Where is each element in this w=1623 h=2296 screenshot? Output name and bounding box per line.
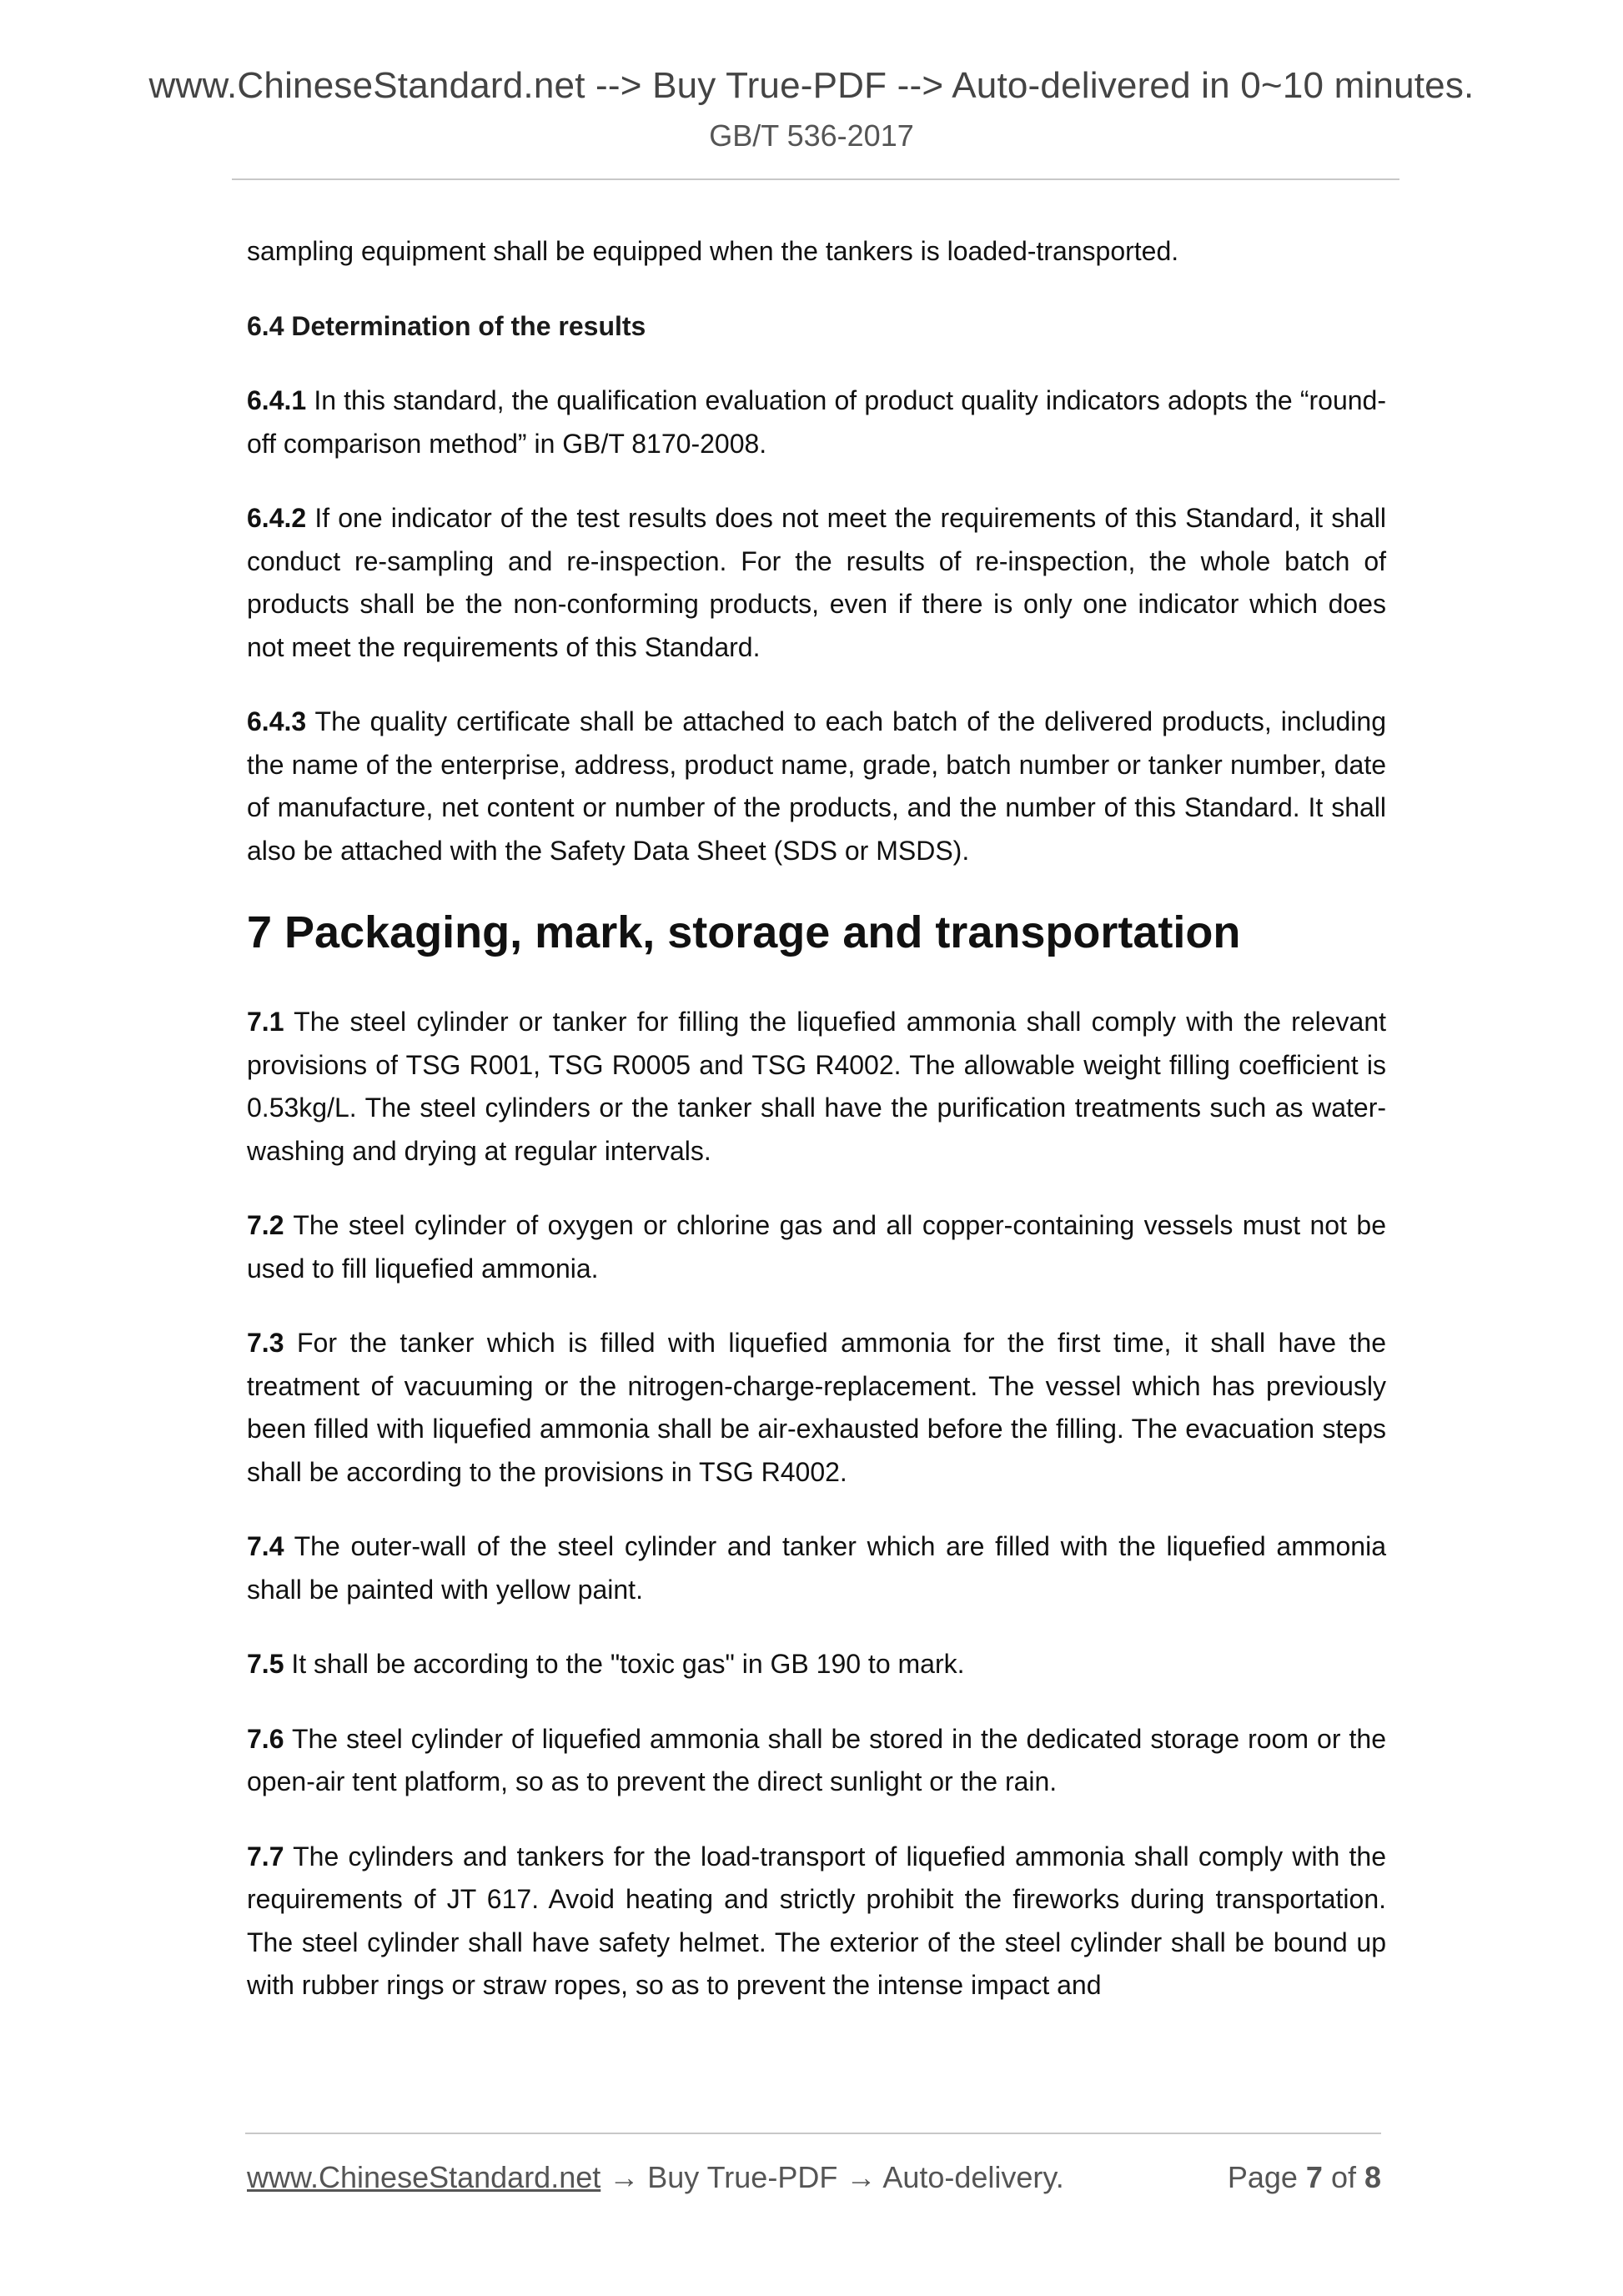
clause-number: 7.3 (247, 1328, 284, 1358)
footer-left (247, 2160, 1064, 2195)
standard-code: GB/T 536-2017 (709, 118, 914, 153)
paragraph-7-6 (247, 1718, 1386, 1804)
page-footer (247, 2160, 1381, 2202)
paragraph-7-4 (247, 1525, 1386, 1611)
clause-number: 7.1 (247, 1007, 284, 1037)
clause-number: 6.4.1 (247, 385, 307, 415)
clause-number: 7.7 (247, 1841, 284, 1871)
page-total: 8 (1364, 2160, 1381, 2194)
clause-text: The steel cylinder of oxygen or chlorine gas and all copper-containing vessels must not be used to fill liquefied ammonia. (247, 1210, 1386, 1284)
paragraph-7-7 (247, 1836, 1386, 2007)
clause-number: 7.4 (247, 1531, 284, 1561)
footer-tagline: → Buy True-PDF → Auto-delivery. (600, 2160, 1064, 2194)
page-current: 7 (1305, 2160, 1323, 2194)
paragraph-7-3 (247, 1322, 1386, 1494)
paragraph-7-1 (247, 1001, 1386, 1173)
clause-text: For the tanker which is filled with liquefied ammonia for the first time, it shall have the treatment of vacuuming or the nitrogen-charge-replacement. The vessel which has previously been filled with liquefied ammonia shall be air-exhausted before the filling. The evacuation steps shall be according to the provisions in TSG R4002. (247, 1328, 1386, 1487)
paragraph-7-5 (247, 1643, 1386, 1686)
page-indicator (1228, 2160, 1381, 2195)
clause-number: 6.4.2 (247, 503, 307, 533)
clause-text: It shall be according to the "toxic gas" in GB 190 to mark. (284, 1649, 965, 1679)
clause-text: The outer-wall of the steel cylinder and tanker which are filled with the liquefied ammonia shall be painted with yellow paint. (247, 1531, 1386, 1605)
clause-text: In this standard, the qualification evaluation of product quality indicators adopts the “round-off comparison method” in GB/T 8170-2008. (247, 385, 1386, 459)
paragraph-6-4-1 (247, 379, 1386, 465)
website-link[interactable]: www.ChineseStandard.net (247, 2160, 601, 2194)
paragraph-7-2 (247, 1204, 1386, 1290)
page-word: Page (1227, 2160, 1306, 2194)
clause-text: The quality certificate shall be attached to each batch of the delivered products, including the name of the enterprise, address, product name, grade, batch number or tanker number, date of manufacture, net content or number of the products, and the number of this Standard. It shall also be attached with the Safety Data Sheet (SDS or MSDS). (247, 706, 1386, 866)
document-body (247, 230, 1386, 2039)
clause-text: The steel cylinder of liquefied ammonia shall be stored in the dedicated storage room or the open-air tent platform, so as to prevent the direct sunlight or the rain. (247, 1723, 1386, 1796)
paragraph-6-4-2 (247, 497, 1386, 669)
clause-number: 7.5 (247, 1649, 284, 1679)
paragraph-6-4-3 (247, 701, 1386, 872)
subheading-6-4: 6.4 Determination of the results (247, 310, 646, 341)
clause-text: The cylinders and tankers for the load-transport of liquefied ammonia shall comply with the requirements of JT 617. Avoid heating and strictly prohibit the fireworks during transportation. The steel cylinder shall have safety helmet. The exterior of the steel cylinder shall be bound up with rubber rings or straw ropes, so as to prevent the intense impact and (247, 1841, 1386, 2000)
page-header-banner: www.ChineseStandard.net --> Buy True-PDF --> Auto-delivered in 0~10 minutes. (148, 65, 1475, 106)
clause-text: The steel cylinder or tanker for filling the liquefied ammonia shall comply with the relevant provisions of TSG R001, TSG R0005 and TSG R4002. The allowable weight filling coefficient is 0.53kg/L. The steel cylinders or the tanker shall have the purification treatments such as water-washing and drying at regular intervals. (247, 1007, 1386, 1166)
clause-number: 7.2 (247, 1210, 284, 1240)
footer-divider (245, 2133, 1381, 2134)
paragraph-intro: sampling equipment shall be equipped when the tankers is loaded-transported. (247, 236, 1179, 266)
clause-text: If one indicator of the test results does not meet the requirements of this Standard, it shall conduct re-sampling and re-inspection. For the results of re-inspection, the whole batch of products shall be the non-conforming products, even if there is only one indicator which does not meet the requirements of this Standard. (247, 503, 1386, 662)
header-divider (232, 178, 1399, 180)
clause-number: 7.6 (247, 1723, 284, 1754)
section-7-title: 7 Packaging, mark, storage and transportation (247, 907, 1241, 957)
clause-number: 6.4.3 (247, 706, 307, 736)
page-of: of (1322, 2160, 1364, 2194)
